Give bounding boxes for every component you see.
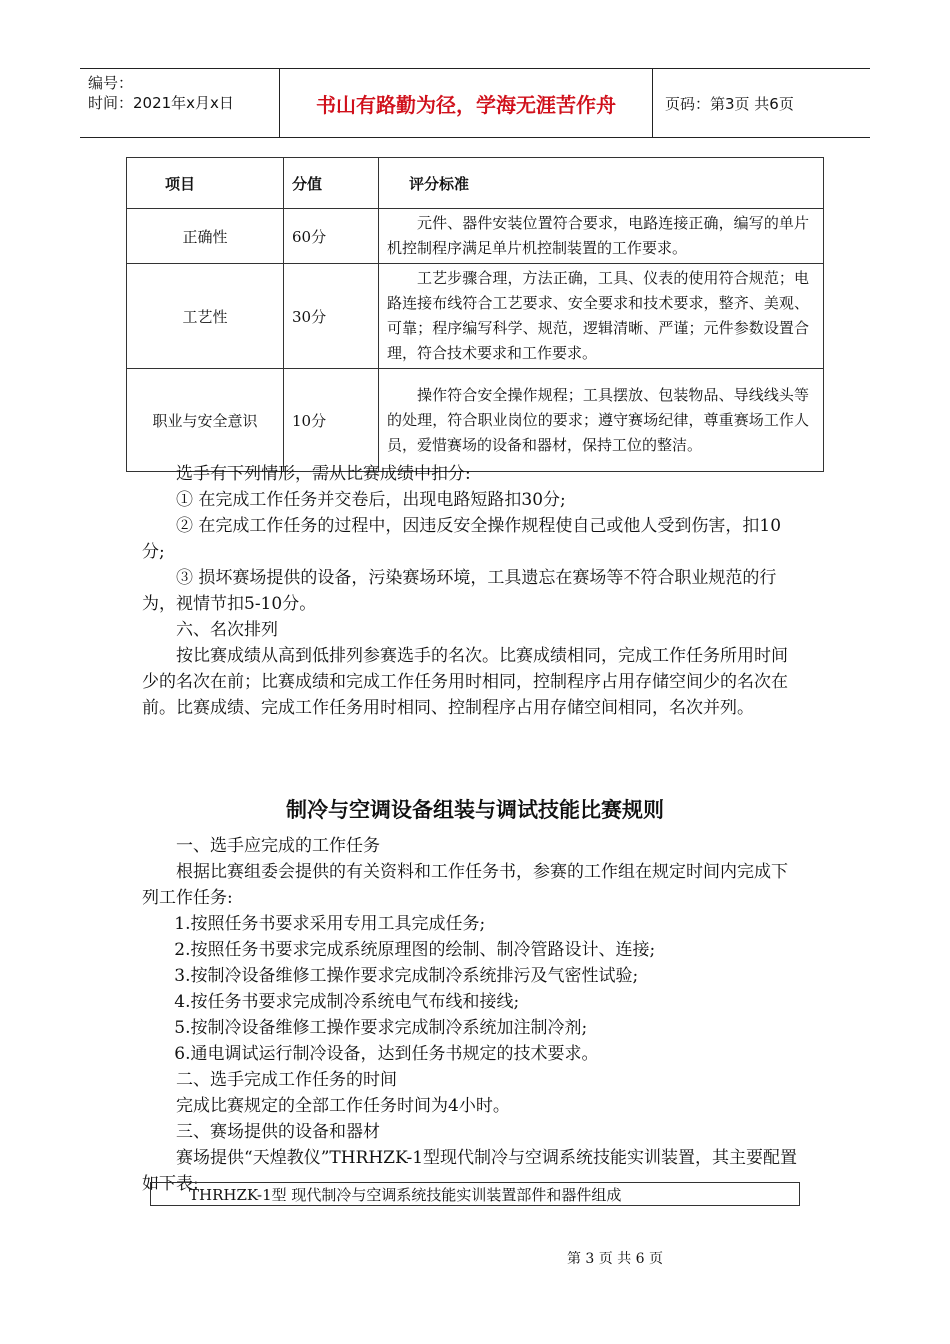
score-table-header [127, 158, 824, 209]
deduction-item: ② 在完成工作任务的过程中，因违反安全操作规程使自己或他人受到伤害，扣10分; [142, 516, 782, 562]
row-item: 工艺性 [127, 264, 284, 369]
time-text: 完成比赛规定的全部工作任务时间为4小时。 [176, 1096, 510, 1116]
deductions-intro: 选手有下列情形，需从比赛成绩中扣分: [176, 464, 471, 484]
row-standard: 工艺步骤合理，方法正确，工具、仪表的使用符合规范；电路连接布线符合工艺要求、安全要求和技术要求，整齐、美观、可靠；程序编写科学、规范，逻辑清晰、严谨；元件参数设置合理，符合技术要求和工作要求。 [379, 264, 824, 369]
deductions-block [142, 461, 802, 721]
ranking-heading: 六、名次排列 [176, 620, 278, 640]
deduction-item: ① 在完成工作任务并交卷后，出现电路短路扣30分; [176, 490, 566, 510]
task-item: 6.通电调试运行制冷设备，达到任务书规定的技术要求。 [174, 1044, 599, 1064]
table-row [127, 264, 824, 369]
header-motto: 书山有路勤为径，学海无涯苦作舟 [280, 69, 653, 137]
task-item: 2.按照任务书要求完成系统原理图的绘制、制冷管路设计、连接; [174, 940, 656, 960]
page-header [80, 68, 870, 138]
row-standard: 操作符合安全操作规程；工具摆放、包装物品、导线线头等的处理，符合职业岗位的要求；遵守赛场纪律，尊重赛场工作人员，爱惜赛场的设备和器材，保持工位的整洁。 [379, 369, 824, 472]
number-label: 编号： [88, 74, 134, 92]
column-header-value: 分值 [284, 158, 379, 209]
row-value: 60分 [284, 209, 379, 264]
page-footer: 第 3 页 共 6 页 [566, 1251, 664, 1267]
rules-block [142, 833, 802, 1197]
table-row [127, 369, 824, 472]
time-label: 时间：2021年x月x日 [88, 94, 234, 112]
score-table [126, 157, 824, 472]
task-item: 4.按任务书要求完成制冷系统电气布线和接线; [174, 992, 520, 1012]
row-item: 正确性 [127, 209, 284, 264]
row-value: 10分 [284, 369, 379, 472]
task-item: 1.按照任务书要求采用专用工具完成任务; [174, 914, 486, 934]
tasks-intro: 根据比赛组委会提供的有关资料和工作任务书，参赛的工作组在规定时间内完成下列工作任务: [142, 862, 788, 908]
tasks-heading: 一、选手应完成的工作任务 [176, 836, 380, 856]
equipment-table-caption: THRHZK-1型 现代制冷与空调系统技能实训装置部件和器件组成 [150, 1182, 800, 1206]
equipment-text: 赛场提供“天煌教仪”THRHZK-1型现代制冷与空调系统技能实训装置，其主要配置如下表: [142, 1148, 798, 1194]
row-value: 30分 [284, 264, 379, 369]
row-standard: 元件、器件安装位置符合要求，电路连接正确，编写的单片机控制程序满足单片机控制装置的工作要求。 [379, 209, 824, 264]
task-item: 5.按制冷设备维修工操作要求完成制冷系统加注制冷剂; [174, 1018, 588, 1038]
ranking-text: 按比赛成绩从高到低排列参赛选手的名次。比赛成绩相同，完成工作任务所用时间少的名次在前；比赛成绩和完成工作任务用时相同，控制程序占用存储空间少的名次在前。比赛成绩、完成工作任务用时相同、控制程序占用存储空间相同，名次并列。 [142, 646, 788, 718]
column-header-item: 项目 [127, 158, 284, 209]
deduction-item: ③ 损坏赛场提供的设备，污染赛场环境，工具遗忘在赛场等不符合职业规范的行为，视情节扣5-10分。 [142, 568, 777, 614]
task-item: 3.按制冷设备维修工操作要求完成制冷系统排污及气密性试验; [174, 966, 639, 986]
row-item: 职业与安全意识 [127, 369, 284, 472]
table-row [127, 209, 824, 264]
time-heading: 二、选手完成工作任务的时间 [176, 1070, 397, 1090]
equipment-heading: 三、赛场提供的设备和器材 [176, 1122, 380, 1142]
section-title: 制冷与空调设备组装与调试技能比赛规则 [286, 798, 664, 822]
header-page-info: 页码：第3页 共6页 [665, 94, 794, 113]
header-meta [80, 69, 280, 137]
column-header-standard: 评分标准 [379, 158, 824, 209]
